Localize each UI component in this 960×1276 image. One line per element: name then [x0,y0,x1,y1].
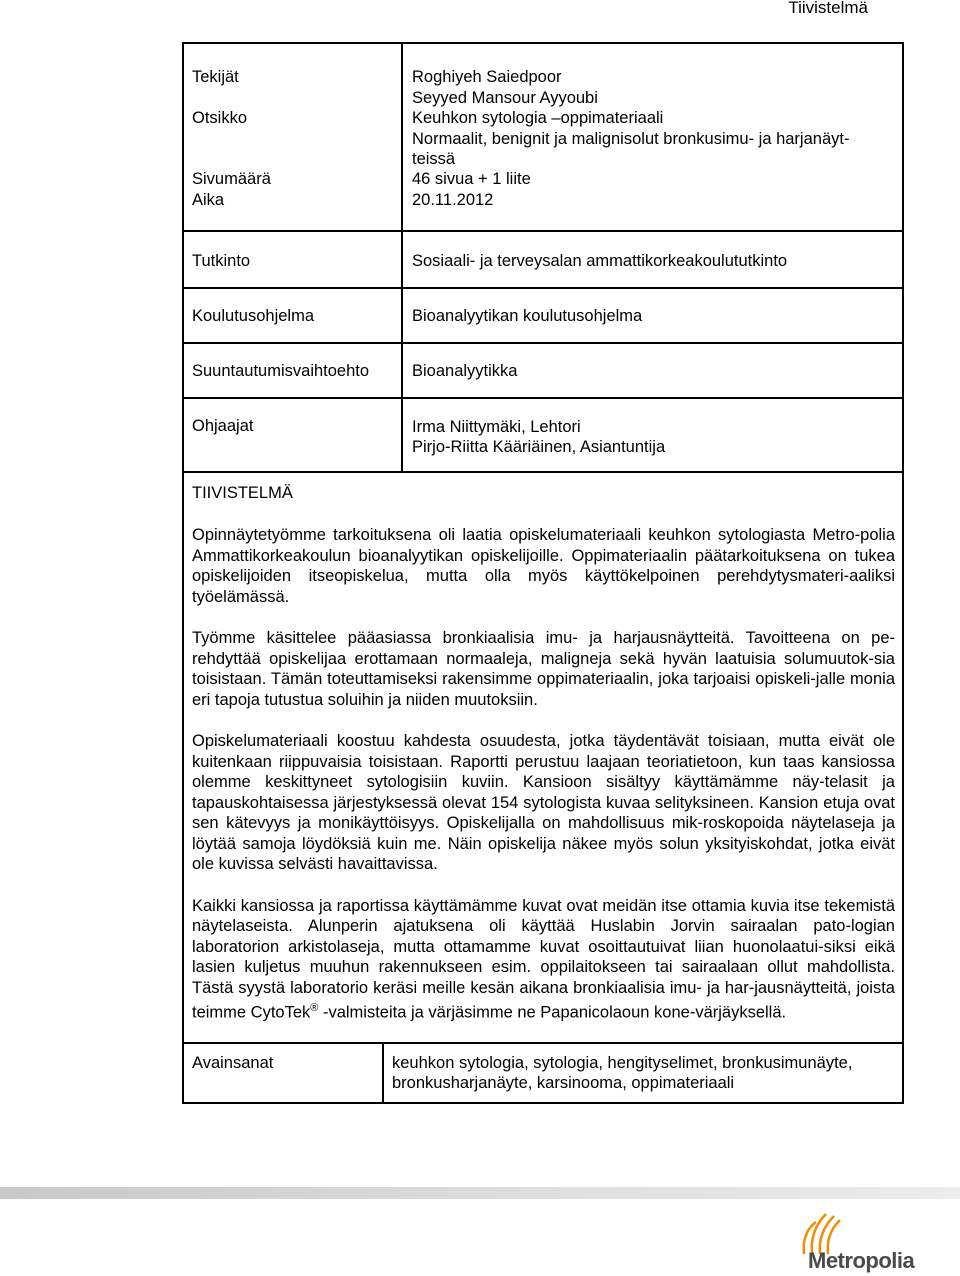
specialisation-value: Bioanalyytikka [412,362,518,380]
summary-paragraph: Opinnäytetyömme tarkoituksena oli laatia opiskelumateriaali keuhkon sytologiasta Metro-polia Ammattikorkeakoulun bioanalyytikan opiskelijoille. Oppimateriaalin päätarkoituksena on tukea opiskelijoiden itseopiskelua, mutta olla myös käyttökelpoinen perehdytysmateri-aaliksi työelämässä. [192,526,895,606]
row-divider [182,230,904,232]
keywords-divider [382,1042,384,1104]
summary-paragraph: Opiskelumateriaali koostuu kahdesta osuudesta, jotka täydentävät toisiaan, mutta eivät ole kuitenkaan riippuvaisia toisistaan. Raportti perustuu laajaan teoriatietoon, kun taas kansiossa olemme keskittyneet sytologisiin kuviin. Kansioon sisältyy käyttämämme näy-telasit ja tapauskohtaisessa järjestyksessä olevat 154 sytologista kuvaa selityksineen. Kansion etuja ovat sen kätevyys ja monikäyttöisyys. Opiskelijalla on mahdollisuus mik-roskopoida näytelaseja ja löytää samoja löydöksiä kuin me. Näin opiskelija näkee myös solun yksityiskohdat, jotka eivät ole kuvissa selvästi havaittavissa. [192,732,895,873]
label-date: Aika [192,191,225,209]
keywords-line-2: bronkusharjanäyte, karsinooma, oppimateriaali [392,1074,735,1092]
keywords-line-1: keuhkon sytologia, sytologia, hengityselimet, bronkusimunäyte, [392,1054,853,1072]
pages-value: 46 sivua + 1 liite [412,170,531,188]
column-divider [401,42,403,473]
author-1: Roghiyeh Saiedpoor [412,68,562,86]
label-pages: Sivumäärä [192,170,271,188]
row-divider [182,471,904,473]
row-divider [182,287,904,289]
metropolia-logo-text: Metropolia [808,1248,915,1273]
label-specialisation: Suuntautumisvaihtoehto [192,362,370,380]
summary-heading: TIIVISTELMÄ [192,484,293,502]
label-degree: Tutkinto [192,252,251,270]
programme-value: Bioanalyytikan koulutusohjelma [412,307,643,325]
row-divider [182,342,904,344]
supervisor-2: Pirjo-Riitta Kääriäinen, Asiantuntija [412,438,666,456]
registered-mark: ® [310,1002,319,1014]
date-value: 20.11.2012 [412,191,494,209]
row-divider [182,397,904,399]
label-authors: Tekijät [192,68,239,86]
label-keywords: Avainsanat [192,1054,274,1072]
summary-paragraph-last [192,896,895,1024]
label-supervisors: Ohjaajat [192,417,254,435]
supervisor-1: Irma Niittymäki, Lehtori [412,418,581,436]
summary-text: Kaikki kansiossa ja raportissa käyttämämme kuvat ovat meidän itse ottamia kuvia itse tekemistä näytelaseista. Alunperin ajatuksena oli käyttää Huslabin Jorvin sairaalan pato-logian laboratorion arkistolaseja, mutta ottamamme kuvat osoittautuivat liian huonolaatui-siksi eikä lasien kuljetus muuhun rakennukseen esim. oppilaitokseen tai sairaalaan ollut mahdollista. Tästä syystä laboratorio keräsi meille kesän aikana bronkiaalisia imu- ja har-jausnäytteitä, joista teimme CytoTek [192,896,895,1022]
footer-band [0,1187,960,1199]
label-title: Otsikko [192,109,248,127]
author-2: Seyyed Mansour Ayyoubi [412,89,598,107]
summary-paragraph: Työmme käsittelee pääasiassa bronkiaalisia imu- ja harjausnäytteitä. Tavoitteena on pe-rehdyttää opiskelijaa erottamaan normaaleja, maligneja sekä hyvän laatuisia solumuutok-sia toisistaan. Tämän toteuttamiseksi rakensimme oppimateriaalin, joka tarjoaisi opiskeli-jalle monia eri tapoja tutustua soluihin ja niiden muutoksiin. [192,629,895,709]
title-line-2: Normaalit, benignit ja malignisolut bronkusimu- ja harjanäyt- [412,130,850,148]
title-line-1: Keuhkon sytologia –oppimateriaali [412,109,664,127]
summary-body [192,525,895,1044]
degree-value: Sosiaali- ja terveysalan ammattikorkeakoulututkinto [412,252,788,270]
summary-text: -valmisteita ja värjäsimme ne Papanicolaoun kone-värjäyksellä. [318,1003,787,1022]
title-line-3: teissä [412,150,456,168]
page-header: Tiivistelmä [788,0,868,17]
label-programme: Koulutusohjelma [192,307,314,325]
